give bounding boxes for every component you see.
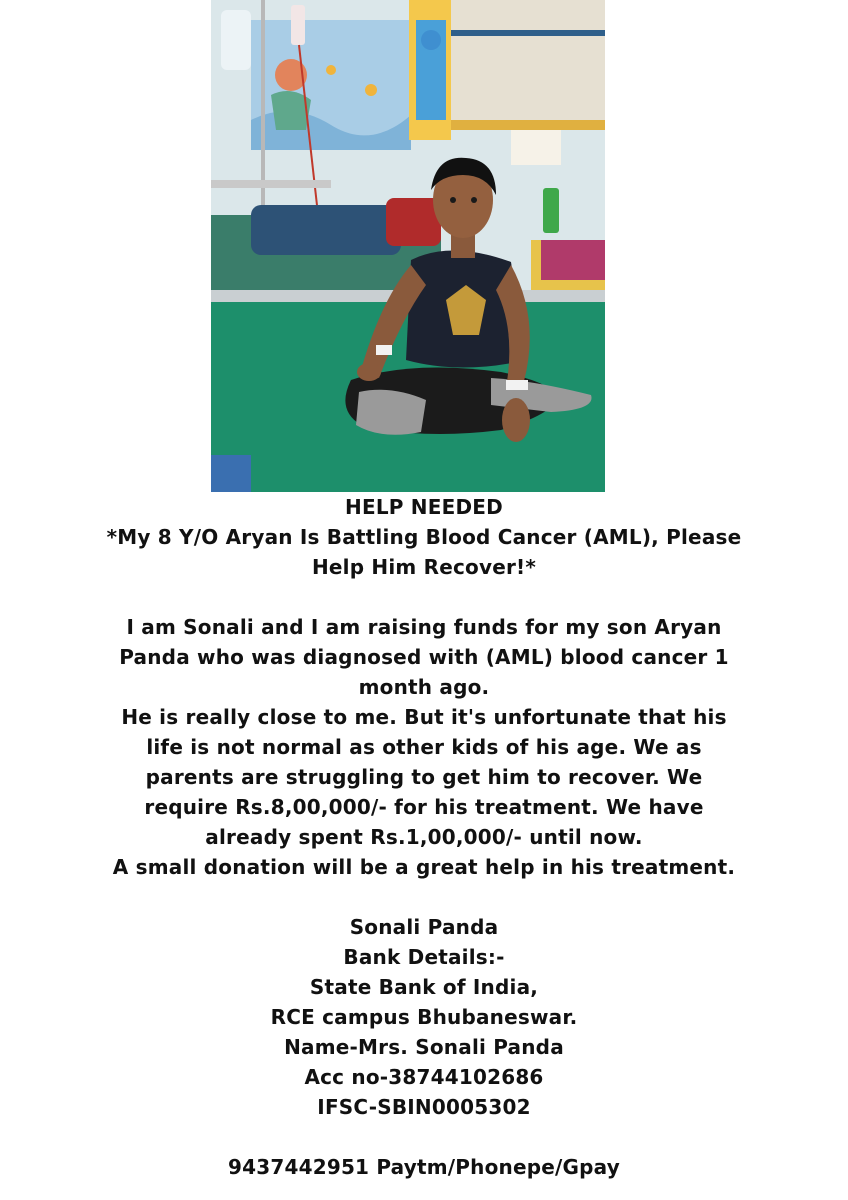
patient-photo (211, 0, 605, 492)
story-line: Panda who was diagnosed with (AML) blood cancer 1 (119, 645, 729, 669)
subtitle-line: Help Him Recover!* (311, 555, 537, 579)
spacer (0, 1122, 848, 1152)
contact-line: RCE campus Bhubaneswar. (270, 1005, 578, 1029)
story-line: already spent Rs.1,00,000/- until now. (205, 825, 643, 849)
story-line: parents are struggling to get him to recover. We (145, 765, 703, 789)
spacer (0, 882, 848, 912)
contact-line: Sonali Panda (349, 915, 499, 939)
story-line: A small donation will be a great help in his treatment. (112, 855, 736, 879)
story-line: month ago. (358, 675, 490, 699)
story-line: I am Sonali and I am raising funds for my son Aryan (126, 615, 722, 639)
poster-text (0, 492, 848, 1182)
story-line: require Rs.8,00,000/- for his treatment. We have (144, 795, 704, 819)
subtitle-line: *My 8 Y/O Aryan Is Battling Blood Cancer (AML), Please (106, 525, 742, 549)
heading: HELP NEEDED (345, 495, 503, 519)
contact-line: Acc no-38744102686 (304, 1065, 544, 1089)
contact-line: State Bank of India, (309, 975, 539, 999)
story-line: He is really close to me. But it's unfortunate that his (121, 705, 727, 729)
story-line: life is not normal as other kids of his age. We as (146, 735, 702, 759)
contact-line: Name-Mrs. Sonali Panda (284, 1035, 564, 1059)
spacer (0, 582, 848, 612)
contact-line: Bank Details:- (343, 945, 505, 969)
contact-line: IFSC-SBIN0005302 (317, 1095, 531, 1119)
payment-line: 9437442951 Paytm/Phonepe/Gpay (228, 1155, 620, 1179)
